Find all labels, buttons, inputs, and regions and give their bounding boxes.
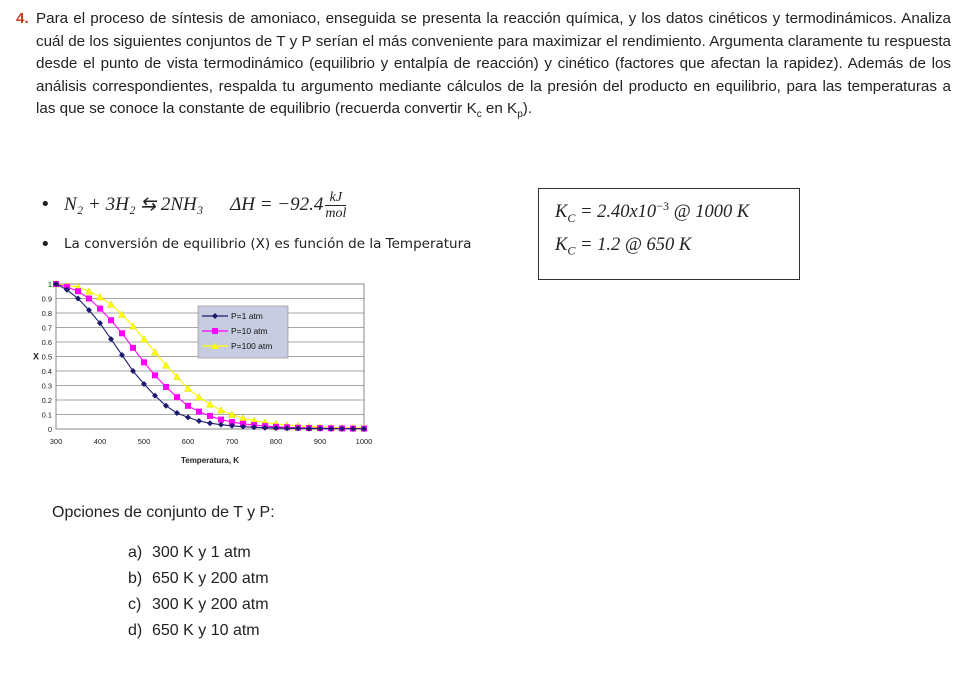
bullet-conversion: • <box>40 234 51 255</box>
conversion-chart <box>26 274 386 474</box>
data-point <box>108 317 114 323</box>
x-tick-label: 700 <box>225 437 239 446</box>
legend-label: P=100 atm <box>231 341 273 351</box>
data-point <box>185 403 191 409</box>
question-text: Para el proceso de síntesis de amoniaco, enseguida se presenta la reacción química, y los datos cinéticos y termodinámicos. Analiza cuál de los siguientes conjuntos de T y P serían el más conveniente para maximizar el rendimiento. Argumenta claramente tu respuesta desde el punto de vista termodinámico (equilibrio y entalpía de reacción) y cinético (factores que afectan la rapidez). Además de los análisis correspondientes, respalda tu argumento mediante cálculos de la presión del producto en equilibrio, para las temperaturas a las que se conoce la constante de equilibrio (recuerda convertir <box>36 10 951 117</box>
enthalpy-unit: $\frac{kJ}{\text{mol}}$ <box>325 190 347 221</box>
data-point <box>97 306 103 312</box>
y-tick-label: 0.6 <box>41 338 52 347</box>
data-point <box>163 384 169 390</box>
option-c: c) 300 K y 200 atm <box>128 596 269 613</box>
y-tick-label: 0.3 <box>41 381 52 391</box>
y-tick-label: 0.7 <box>41 323 52 333</box>
kc-1000k: $K_C = 2.40x10^{-3}$ @ 1000 K <box>555 199 750 225</box>
data-point <box>75 288 81 294</box>
legend-label: P=10 atm <box>231 326 268 336</box>
conversion-note: La conversión de equilibrio (X) es función de la Temperatura <box>64 236 472 252</box>
data-point <box>196 409 202 415</box>
x-tick-label: 800 <box>269 437 283 446</box>
x-tick-label: 500 <box>137 437 151 446</box>
enthalpy-label: ΔH = −92.4 <box>230 193 324 215</box>
reaction-lhs: N₂ + 3H₂ ⇆ 2NH₃ <box>64 193 204 215</box>
y-tick-label: 0.2 <box>41 396 52 405</box>
question-number: 4. <box>16 10 29 27</box>
kp-symbol: $K_p$ <box>507 100 523 121</box>
x-tick-label: 300 <box>49 437 63 446</box>
data-point <box>174 394 180 400</box>
options-title: Opciones de conjunto de T y P: <box>52 504 275 521</box>
data-point <box>86 296 92 302</box>
y-tick-label: 0.9 <box>41 294 52 304</box>
reaction-equation <box>64 190 346 221</box>
kc-650k: $K_C = 1.2$ @ 650 K <box>555 235 692 258</box>
question-paragraph <box>16 8 951 127</box>
y-tick-label: 0.5 <box>41 352 52 362</box>
y-tick-label: 1 <box>47 280 52 289</box>
x-tick-label: 900 <box>313 437 327 446</box>
equilibrium-constants-box <box>538 188 800 280</box>
kc-symbol: $K_c$ <box>466 100 482 121</box>
bullet-reaction: • <box>40 194 51 215</box>
x-tick-label: 600 <box>181 437 195 446</box>
data-point <box>152 372 158 378</box>
x-tick-label: 1000 <box>355 437 373 446</box>
data-point <box>141 359 147 365</box>
y-tick-label: 0.8 <box>41 309 52 318</box>
option-d: d) 650 K y 10 atm <box>128 622 260 639</box>
connector-text: en <box>481 100 508 117</box>
y-tick-label: 0 <box>47 425 52 434</box>
legend-label: P=1 atm <box>231 311 263 321</box>
question-end: ). <box>522 100 533 117</box>
x-tick-label: 400 <box>93 437 107 446</box>
y-tick-label: 0.1 <box>41 410 52 420</box>
x-axis-label: Temperatura, K <box>180 456 240 465</box>
option-a: a) 300 K y 1 atm <box>128 544 251 561</box>
y-axis-label: X <box>32 351 40 362</box>
option-b: b) 650 K y 200 atm <box>128 570 269 587</box>
data-point <box>207 413 213 419</box>
legend-marker <box>212 328 218 334</box>
data-point <box>119 330 125 336</box>
y-tick-label: 0.4 <box>41 367 52 376</box>
data-point <box>130 345 136 351</box>
